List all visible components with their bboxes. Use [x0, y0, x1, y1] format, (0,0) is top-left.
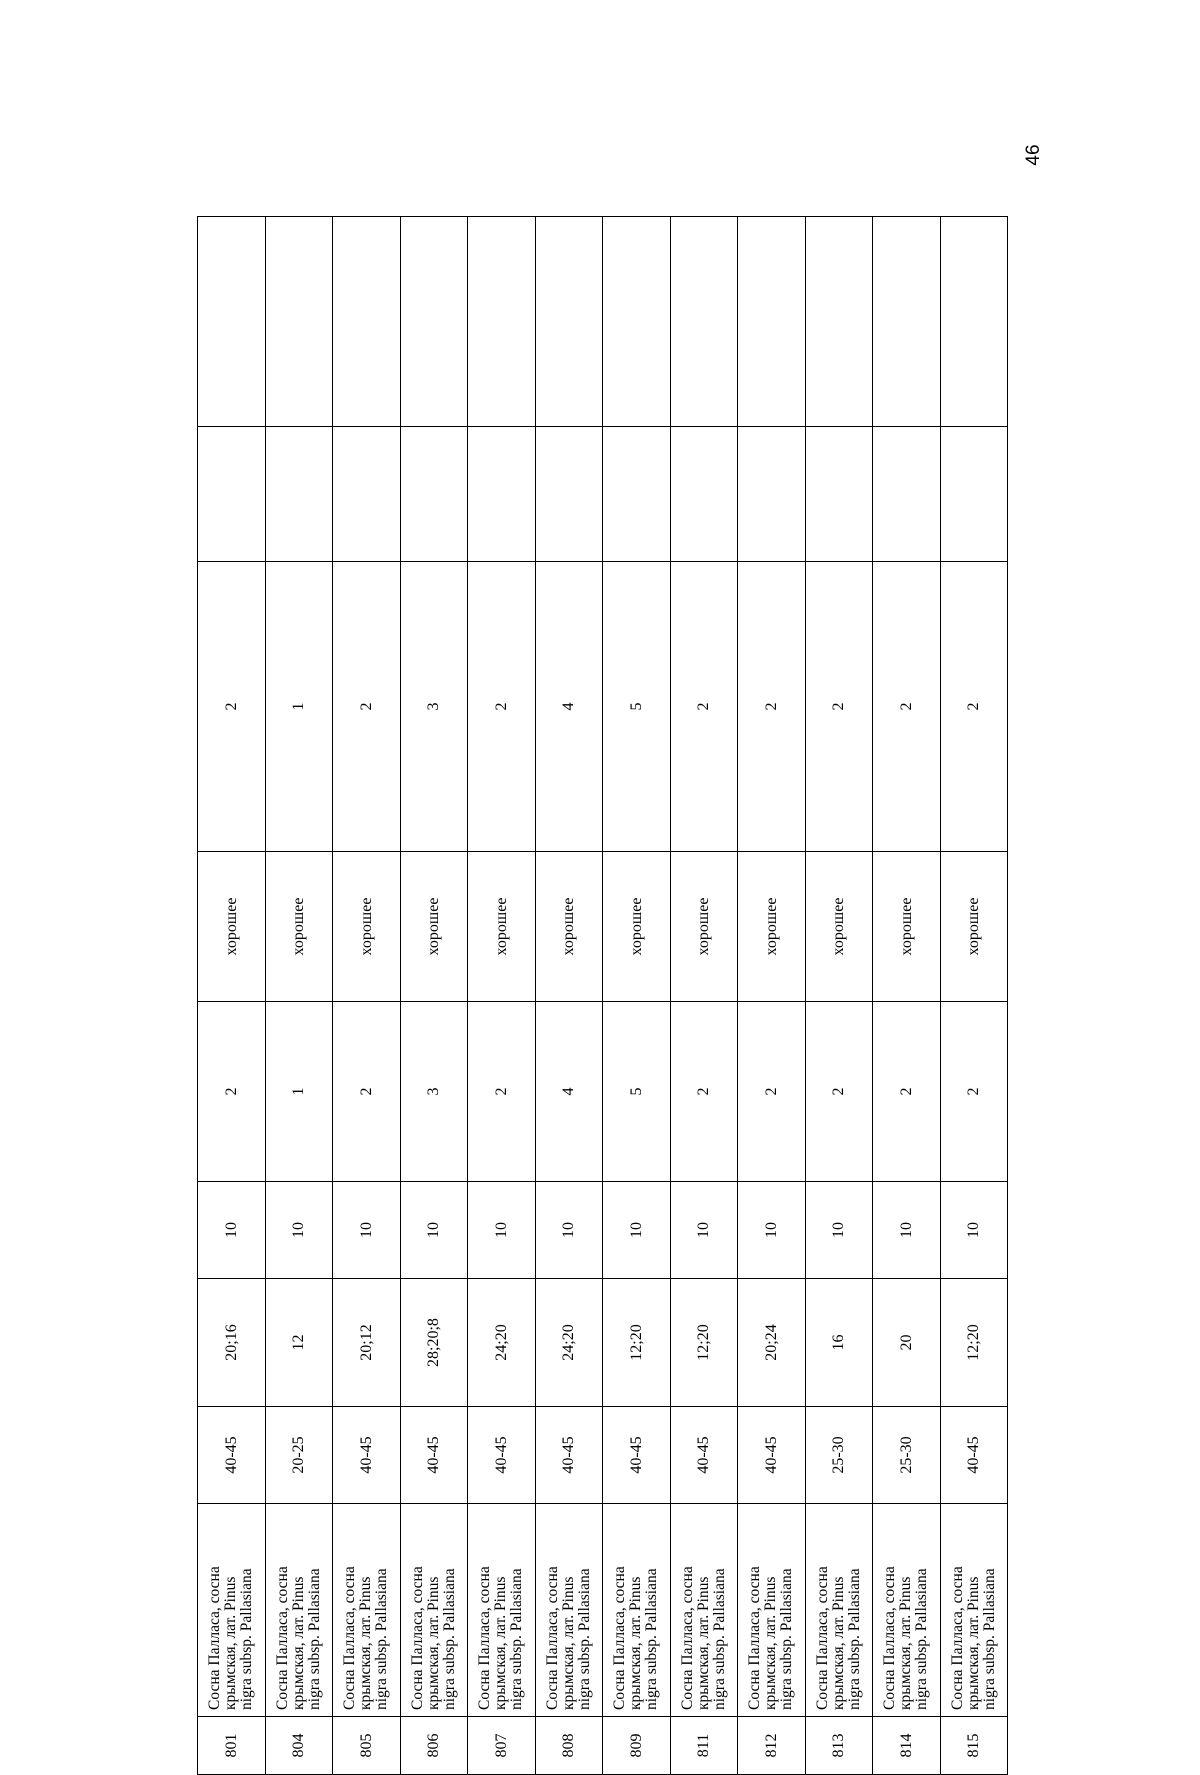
species-line: Сосна Палласа, сосна	[881, 1566, 899, 1710]
cell-height: 10	[603, 1182, 671, 1279]
species-line: nigra subsp. Pallasiana	[440, 1568, 458, 1710]
table-row	[670, 217, 738, 1775]
cell-age: 40-45	[940, 1407, 1008, 1504]
cell-condition: хорошее	[738, 852, 806, 1002]
cell-count1: 2	[468, 1002, 536, 1182]
cell-diameter: 12;20	[940, 1279, 1008, 1407]
cell-condition: хорошее	[805, 852, 873, 1002]
species-line: крымская, лат. Pinus	[897, 1576, 915, 1710]
cell-c8	[603, 427, 671, 562]
species-line: Сосна Палласа, сосна	[341, 1566, 359, 1710]
cell-condition: хорошее	[198, 852, 266, 1002]
cell-c9	[603, 217, 671, 427]
species-line: Сосна Палласа, сосна	[746, 1566, 764, 1710]
cell-c9	[400, 217, 468, 427]
cell-c9	[805, 217, 873, 427]
cell-condition: хорошее	[940, 852, 1008, 1002]
cell-species	[400, 1504, 468, 1717]
cell-count2: 2	[670, 562, 738, 852]
cell-c9	[468, 217, 536, 427]
cell-diameter: 12	[265, 1279, 333, 1407]
species-line: крымская, лат. Pinus	[627, 1576, 645, 1710]
cell-count2: 5	[603, 562, 671, 852]
cell-age: 25-30	[805, 1407, 873, 1504]
cell-species	[738, 1504, 806, 1717]
cell-count2: 2	[333, 562, 401, 852]
cell-c8	[265, 427, 333, 562]
cell-c8	[805, 427, 873, 562]
cell-id: 801	[198, 1717, 266, 1775]
cell-diameter: 20	[873, 1279, 941, 1407]
cell-id: 807	[468, 1717, 536, 1775]
cell-age: 40-45	[738, 1407, 806, 1504]
cell-count1: 1	[265, 1002, 333, 1182]
cell-count2: 1	[265, 562, 333, 852]
species-line: крымская, лат. Pinus	[492, 1576, 510, 1710]
cell-diameter: 16	[805, 1279, 873, 1407]
cell-diameter: 24;20	[535, 1279, 603, 1407]
cell-age: 40-45	[198, 1407, 266, 1504]
cell-c8	[198, 427, 266, 562]
cell-species	[940, 1504, 1008, 1717]
cell-diameter: 20;24	[738, 1279, 806, 1407]
cell-height: 10	[670, 1182, 738, 1279]
cell-count2: 4	[535, 562, 603, 852]
cell-c8	[738, 427, 806, 562]
cell-species	[265, 1504, 333, 1717]
species-line: крымская, лат. Pinus	[222, 1576, 240, 1710]
cell-count1: 3	[400, 1002, 468, 1182]
cell-count1: 2	[670, 1002, 738, 1182]
cell-condition: хорошее	[333, 852, 401, 1002]
cell-age: 40-45	[670, 1407, 738, 1504]
cell-c8	[670, 427, 738, 562]
cell-diameter: 12;20	[670, 1279, 738, 1407]
species-line: крымская, лат. Pinus	[964, 1576, 982, 1710]
species-line: Сосна Палласа, сосна	[678, 1566, 696, 1710]
species-line: nigra subsp. Pallasiana	[305, 1568, 323, 1710]
species-line: крымская, лат. Pinus	[762, 1576, 780, 1710]
species-line: крымская, лат. Pinus	[289, 1576, 307, 1710]
species-line: крымская, лат. Pinus	[357, 1576, 375, 1710]
table-container	[197, 217, 1007, 1775]
cell-c8	[873, 427, 941, 562]
cell-age: 40-45	[400, 1407, 468, 1504]
cell-c8	[940, 427, 1008, 562]
cell-id: 812	[738, 1717, 806, 1775]
cell-c9	[873, 217, 941, 427]
cell-condition: хорошее	[603, 852, 671, 1002]
cell-count2: 2	[940, 562, 1008, 852]
cell-c8	[468, 427, 536, 562]
cell-count1: 5	[603, 1002, 671, 1182]
page-number: 46	[1023, 144, 1044, 166]
table-row	[333, 217, 401, 1775]
cell-species	[468, 1504, 536, 1717]
cell-height: 10	[400, 1182, 468, 1279]
cell-count1: 2	[873, 1002, 941, 1182]
species-line: крымская, лат. Pinus	[829, 1576, 847, 1710]
cell-id: 814	[873, 1717, 941, 1775]
cell-id: 809	[603, 1717, 671, 1775]
cell-species	[535, 1504, 603, 1717]
cell-species	[333, 1504, 401, 1717]
cell-c9	[738, 217, 806, 427]
table-row	[738, 217, 806, 1775]
table-row	[535, 217, 603, 1775]
species-line: Сосна Палласа, сосна	[206, 1566, 224, 1710]
species-line: Сосна Палласа, сосна	[273, 1566, 291, 1710]
species-line: Сосна Палласа, сосна	[408, 1566, 426, 1710]
cell-height: 10	[333, 1182, 401, 1279]
cell-condition: хорошее	[265, 852, 333, 1002]
cell-c8	[400, 427, 468, 562]
cell-count2: 2	[873, 562, 941, 852]
species-line: nigra subsp. Pallasiana	[575, 1568, 593, 1710]
cell-count2: 2	[468, 562, 536, 852]
species-line: Сосна Палласа, сосна	[611, 1566, 629, 1710]
table-row	[940, 217, 1008, 1775]
table-row	[265, 217, 333, 1775]
cell-age: 40-45	[603, 1407, 671, 1504]
table-row	[805, 217, 873, 1775]
cell-age: 40-45	[468, 1407, 536, 1504]
cell-condition: хорошее	[400, 852, 468, 1002]
cell-c9	[535, 217, 603, 427]
cell-count1: 4	[535, 1002, 603, 1182]
cell-age: 40-45	[535, 1407, 603, 1504]
rotated-table	[197, 217, 1007, 1775]
cell-species	[873, 1504, 941, 1717]
cell-age: 25-30	[873, 1407, 941, 1504]
cell-id: 804	[265, 1717, 333, 1775]
cell-height: 10	[265, 1182, 333, 1279]
cell-count2: 2	[738, 562, 806, 852]
species-line: nigra subsp. Pallasiana	[508, 1568, 526, 1710]
species-line: Сосна Палласа, сосна	[813, 1566, 831, 1710]
cell-height: 10	[738, 1182, 806, 1279]
cell-c9	[333, 217, 401, 427]
cell-count1: 2	[198, 1002, 266, 1182]
cell-height: 10	[805, 1182, 873, 1279]
species-line: крымская, лат. Pinus	[559, 1576, 577, 1710]
species-line: Сосна Палласа, сосна	[543, 1566, 561, 1710]
species-line: nigra subsp. Pallasiana	[238, 1568, 256, 1710]
cell-age: 20-25	[265, 1407, 333, 1504]
cell-height: 10	[940, 1182, 1008, 1279]
cell-id: 808	[535, 1717, 603, 1775]
species-line: nigra subsp. Pallasiana	[845, 1568, 863, 1710]
cell-id: 811	[670, 1717, 738, 1775]
cell-species	[670, 1504, 738, 1717]
cell-count1: 2	[738, 1002, 806, 1182]
cell-diameter: 24;20	[468, 1279, 536, 1407]
cell-condition: хорошее	[468, 852, 536, 1002]
cell-diameter: 12;20	[603, 1279, 671, 1407]
species-line: Сосна Палласа, сосна	[476, 1566, 494, 1710]
cell-species	[603, 1504, 671, 1717]
cell-id: 805	[333, 1717, 401, 1775]
cell-count1: 2	[940, 1002, 1008, 1182]
species-line: Сосна Палласа, сосна	[948, 1566, 966, 1710]
table-row	[198, 217, 266, 1775]
cell-height: 10	[198, 1182, 266, 1279]
cell-age: 40-45	[333, 1407, 401, 1504]
species-line: nigra subsp. Pallasiana	[980, 1568, 998, 1710]
cell-c9	[940, 217, 1008, 427]
cell-condition: хорошее	[873, 852, 941, 1002]
species-line: nigra subsp. Pallasiana	[373, 1568, 391, 1710]
cell-c8	[535, 427, 603, 562]
table-row	[468, 217, 536, 1775]
species-line: nigra subsp. Pallasiana	[710, 1568, 728, 1710]
cell-condition: хорошее	[535, 852, 603, 1002]
cell-c8	[333, 427, 401, 562]
cell-c9	[670, 217, 738, 427]
table-row	[400, 217, 468, 1775]
cell-id: 813	[805, 1717, 873, 1775]
cell-id: 815	[940, 1717, 1008, 1775]
species-line: nigra subsp. Pallasiana	[913, 1568, 931, 1710]
cell-height: 10	[873, 1182, 941, 1279]
cell-c9	[198, 217, 266, 427]
cell-diameter: 28;20;8	[400, 1279, 468, 1407]
species-line: nigra subsp. Pallasiana	[643, 1568, 661, 1710]
cell-count1: 2	[333, 1002, 401, 1182]
species-line: nigra subsp. Pallasiana	[778, 1568, 796, 1710]
cell-count2: 2	[805, 562, 873, 852]
species-line: крымская, лат. Pinus	[694, 1576, 712, 1710]
cell-height: 10	[468, 1182, 536, 1279]
cell-count2: 2	[198, 562, 266, 852]
table-row	[603, 217, 671, 1775]
cell-species	[198, 1504, 266, 1717]
cell-diameter: 20;16	[198, 1279, 266, 1407]
cell-height: 10	[535, 1182, 603, 1279]
table-row	[873, 217, 941, 1775]
table-body	[198, 217, 1008, 1775]
cell-diameter: 20;12	[333, 1279, 401, 1407]
tree-inventory-table	[197, 216, 1008, 1775]
cell-c9	[265, 217, 333, 427]
cell-count2: 3	[400, 562, 468, 852]
cell-condition: хорошее	[670, 852, 738, 1002]
cell-count1: 2	[805, 1002, 873, 1182]
species-line: крымская, лат. Pinus	[424, 1576, 442, 1710]
cell-species	[805, 1504, 873, 1717]
cell-id: 806	[400, 1717, 468, 1775]
